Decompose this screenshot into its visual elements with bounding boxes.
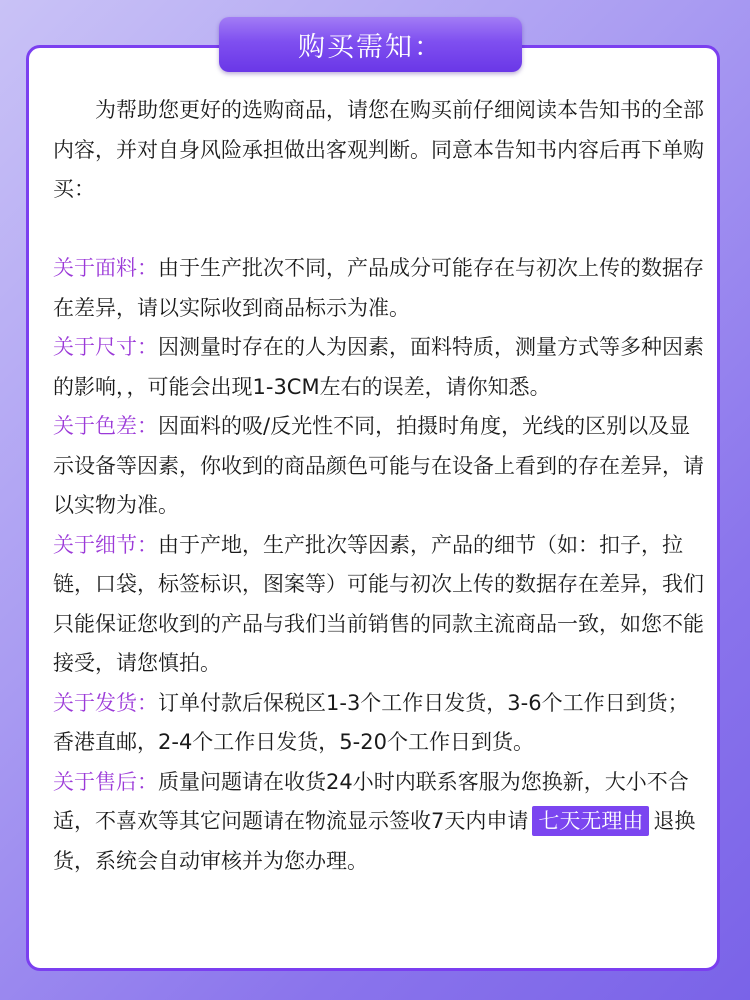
section-text: 因面料的吸/反光性不同，拍摄时角度，光线的区别以及显示设备等因素，你收到的商品颜色可能与在设备上看到的存在差异，请以实物为准。 bbox=[53, 414, 704, 517]
section-label: 关于尺寸： bbox=[53, 335, 158, 359]
seven-day-return-badge: 七天无理由 bbox=[532, 806, 649, 836]
section-text: 由于生产批次不同，产品成分可能存在与初次上传的数据存在差异，请以实际收到商品标示为准。 bbox=[53, 256, 704, 320]
section-shipping bbox=[53, 684, 708, 763]
section-size bbox=[53, 328, 708, 407]
notice-content bbox=[53, 55, 708, 881]
section-fabric bbox=[53, 249, 708, 328]
section-label: 关于细节： bbox=[53, 532, 158, 557]
section-text: 退换货，系统会自动审核并为您办理。 bbox=[53, 809, 696, 873]
intro-paragraph: 为帮助您更好的选购商品，请您在购买前仔细阅读本告知书的全部内容，并对自身风险承担做出客观判断。同意本告知书内容后再下单购买： bbox=[53, 98, 704, 201]
page-title: 购买需知： bbox=[298, 32, 443, 63]
section-text: 质量问题请在收货24小时内联系客服为您换新，大小不合适，不喜欢等其它问题请在物流显示签收7天内申请 bbox=[53, 769, 689, 833]
section-label: 关于发货： bbox=[53, 690, 158, 715]
section-color bbox=[53, 407, 708, 526]
section-details bbox=[53, 526, 708, 684]
header-tab bbox=[219, 17, 522, 72]
section-text: 由于产地，生产批次等因素，产品的细节（如：扣子，拉链，口袋，标签标识，图案等）可能与初次上传的数据存在差异，我们只能保证您收到的产品与我们当前销售的同款主流商品一致，如您不能接受，请您慎拍。 bbox=[53, 532, 704, 675]
section-label: 关于售后： bbox=[53, 769, 158, 794]
section-text: 因测量时存在的人为因素，面料特质，测量方式等多种因素的影响，，可能会出现1-3CM左右的误差，请你知悉。 bbox=[53, 335, 704, 399]
section-label: 关于面料： bbox=[53, 256, 158, 280]
section-after-sales bbox=[53, 763, 708, 882]
section-label: 关于色差： bbox=[53, 414, 158, 438]
section-text: 订单付款后保税区1-3个工作日发货，3-6个工作日到货；香港直邮，2-4个工作日发货，5-20个工作日到货。 bbox=[53, 690, 689, 754]
notice-sections bbox=[53, 249, 708, 881]
